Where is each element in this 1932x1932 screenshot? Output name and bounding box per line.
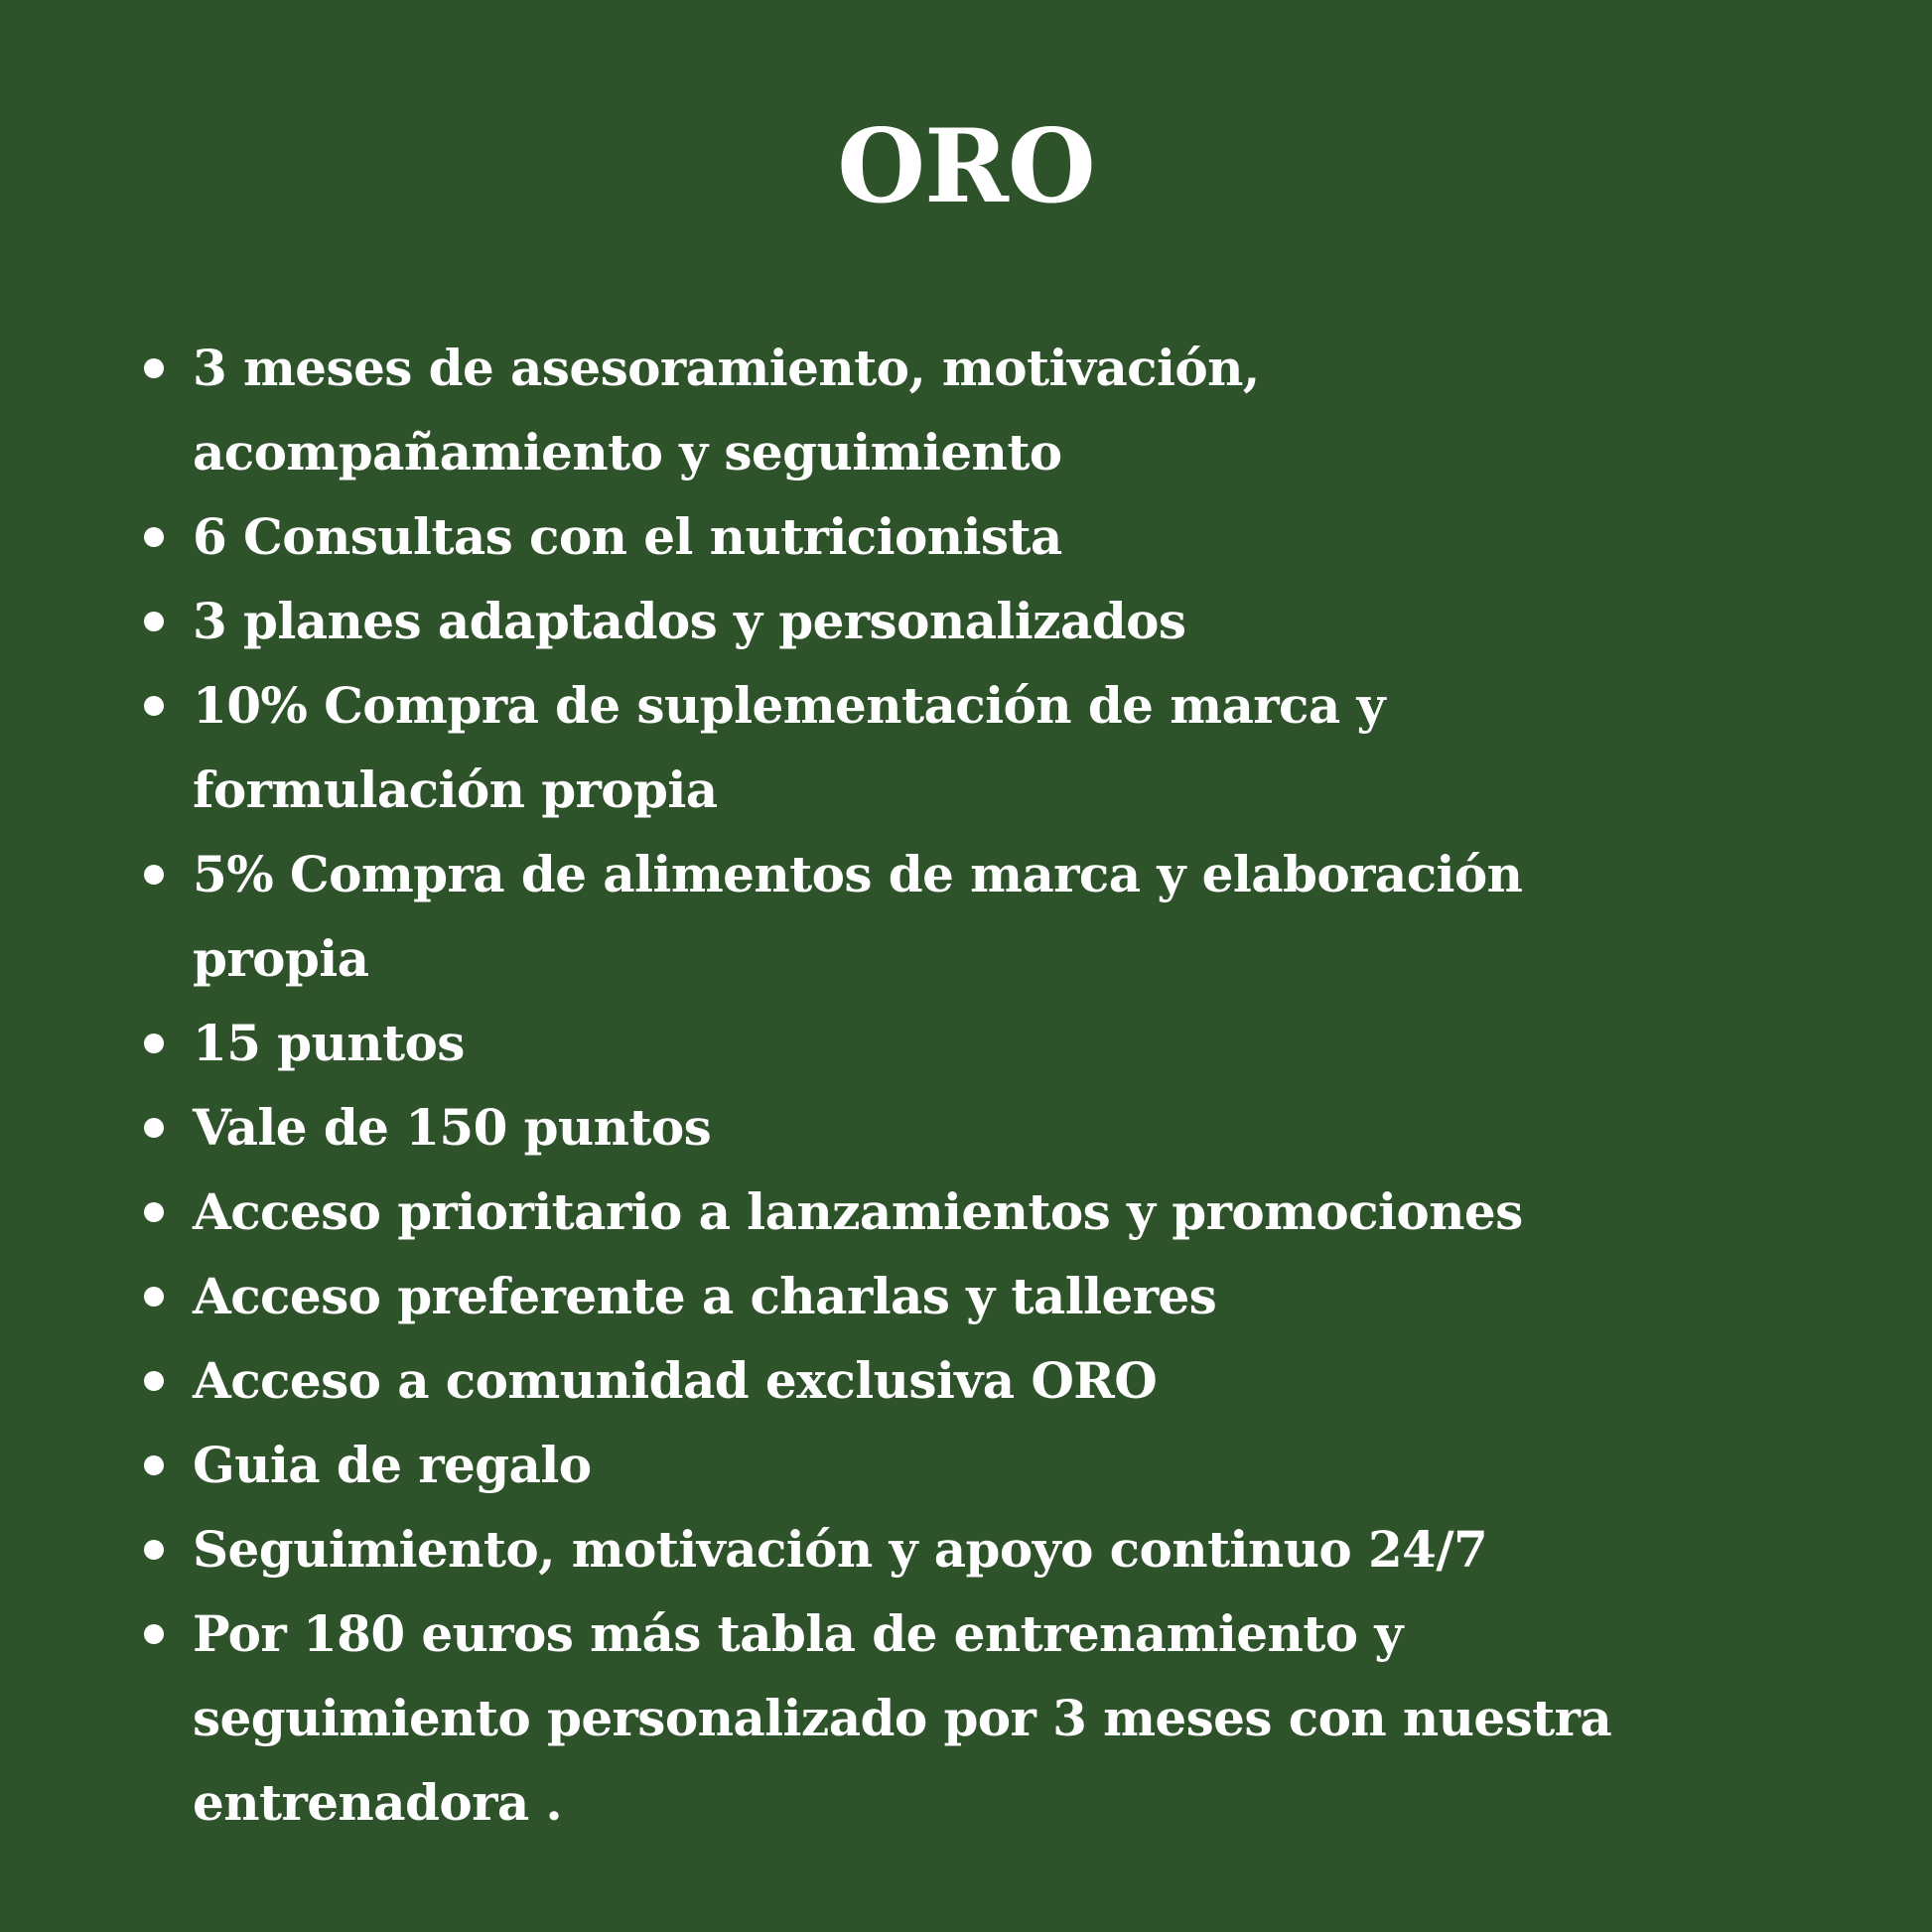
benefit-item <box>142 326 1750 494</box>
bullet-icon <box>144 1540 164 1560</box>
bullet-icon <box>144 1455 164 1475</box>
benefit-text: Guia de regalo <box>193 1436 592 1494</box>
bullet-icon <box>144 1371 164 1391</box>
bullet-icon <box>144 612 164 631</box>
benefit-item <box>142 1423 1750 1507</box>
benefit-item <box>142 494 1750 579</box>
benefit-text: 6 Consultas con el nutricionista <box>193 507 1062 566</box>
benefit-text: 15 puntos <box>193 1014 465 1072</box>
benefit-item <box>142 1001 1750 1085</box>
benefit-text: Vale de 150 puntos <box>193 1098 712 1157</box>
bullet-icon <box>144 527 164 547</box>
benefit-text: Seguimiento, motivación y apoyo continuo 24/7 <box>193 1520 1488 1579</box>
bullet-icon <box>144 1287 164 1307</box>
benefit-item <box>142 1591 1750 1845</box>
bullet-icon <box>144 1034 164 1053</box>
benefit-text: 3 planes adaptados y personalizados <box>193 592 1186 650</box>
benefit-item <box>142 1085 1750 1170</box>
bullet-icon <box>144 1624 164 1644</box>
benefit-item <box>142 1507 1750 1591</box>
benefit-item <box>142 579 1750 663</box>
benefit-item <box>142 1170 1750 1254</box>
bullet-icon <box>144 1202 164 1222</box>
benefit-text: Acceso a comunidad exclusiva ORO <box>193 1351 1158 1410</box>
benefit-text: 3 meses de asesoramiento, motivación, acompañamiento y seguimiento <box>193 339 1260 482</box>
benefit-item <box>142 1338 1750 1423</box>
benefit-item <box>142 663 1750 832</box>
benefit-item <box>142 832 1750 1001</box>
bullet-icon <box>144 358 164 378</box>
benefit-text: Acceso preferente a charlas y talleres <box>193 1267 1217 1325</box>
bullet-icon <box>144 1118 164 1138</box>
benefits-list <box>142 326 1750 1845</box>
benefit-text: Por 180 euros más tabla de entrenamiento y seguimiento personalizado por 3 meses con nuestra entrenadora . <box>193 1604 1612 1832</box>
benefit-text: Acceso prioritario a lanzamientos y promociones <box>193 1182 1523 1241</box>
benefit-text: 10% Compra de suplementación de marca y formulación propia <box>193 676 1385 819</box>
benefit-item <box>142 1254 1750 1338</box>
plan-title: ORO <box>837 107 1095 226</box>
bullet-icon <box>144 696 164 716</box>
benefit-text: 5% Compra de alimentos de marca y elaboración propia <box>193 845 1523 988</box>
bullet-icon <box>144 865 164 885</box>
